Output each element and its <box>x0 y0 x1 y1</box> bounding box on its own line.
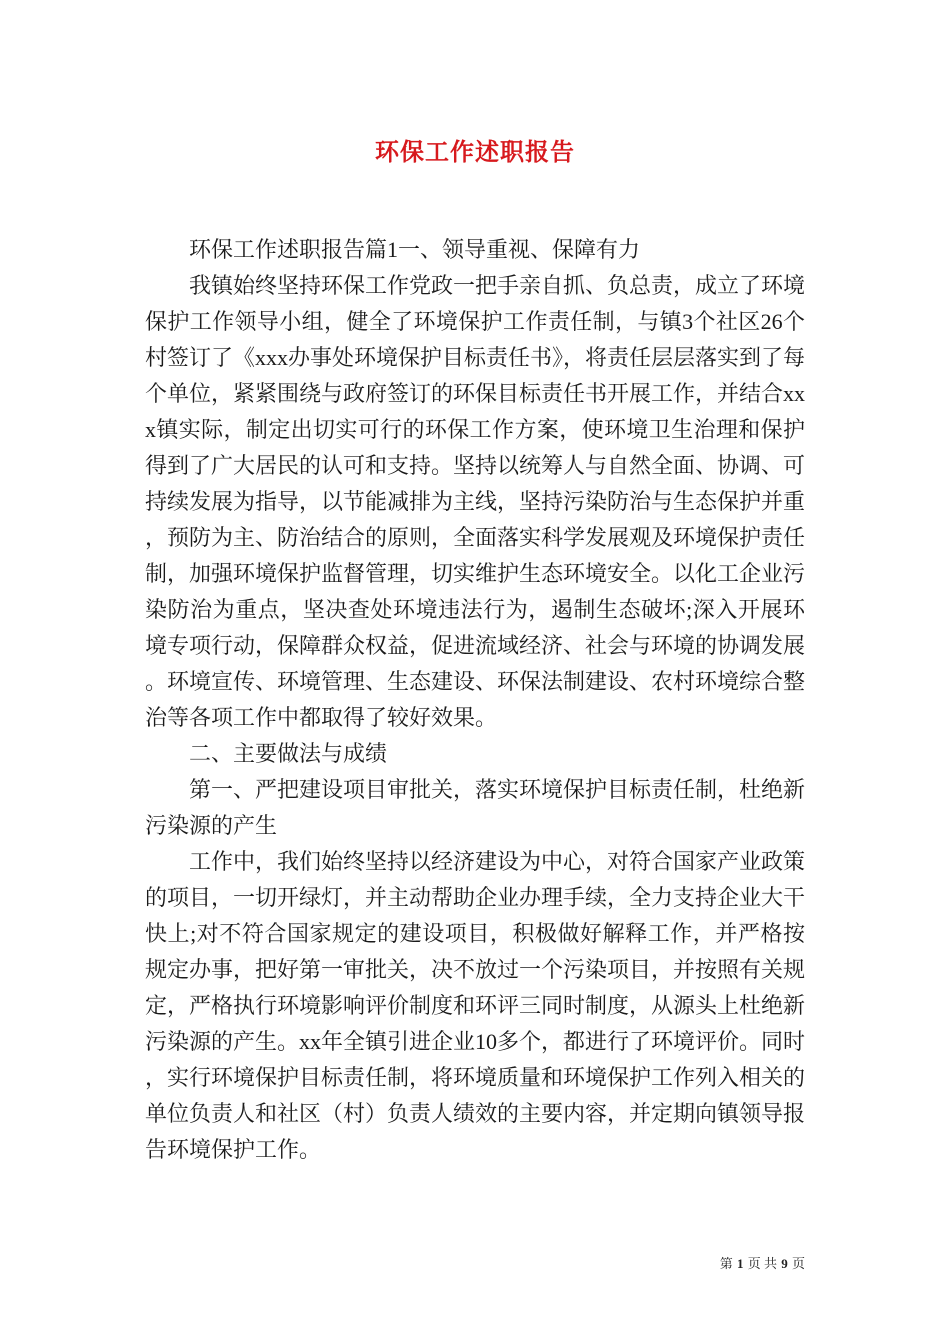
footer-middle: 页 共 <box>747 1256 777 1271</box>
total-page-number: 9 <box>781 1256 788 1271</box>
paragraph-4-subheading: 第一、严把建设项目审批关，落实环境保护目标责任制，杜绝新污染源的产生 <box>145 777 806 838</box>
document-title: 环保工作述职报告 <box>375 140 575 166</box>
paragraph-2: 我镇始终坚持环保工作党政一把手亲自抓、负总责，成立了环境保护工作领导小组，健全了环境保护工作责任制，与镇3个社区26个村签订了《xxx办事处环境保护目标责任书》，将责任层层落实到了每个单位，紧紧围绕与政府签订的环保目标责任书开展工作，并结合xxx镇实际，制定出切实可行的环保工作方案，使环境卫生治理和保护得到了广大居民的认可和支持。坚持以统筹人与自然全面、协调、可持续发展为指导，以节能减排为主线，坚持污染防治与生态保护并重，预防为主、防治结合的原则，全面落实科学发展观及环境保护责任制，加强环境保护监督管理，切实维护生态环境安全。以化工企业污染防治为重点，坚决查处环境违法行为，遏制生态破坏;深入开展环境专项行动，保障群众权益，促进流域经济、社会与环境的协调发展。环境宣传、环境管理、生态建设、环保法制建设、农村环境综合整治等各项工作中都取得了较好效果。 <box>145 273 806 730</box>
footer-prefix: 第 <box>719 1256 733 1271</box>
page-number-footer <box>720 1253 805 1272</box>
document-body <box>145 232 805 1168</box>
footer-suffix: 页 <box>791 1256 805 1271</box>
paragraph-3-section-heading: 二、主要做法与成绩 <box>189 741 388 766</box>
paragraph-5: 工作中，我们始终坚持以经济建设为中心，对符合国家产业政策的项目，一切开绿灯，并主动帮助企业办理手续，全力支持企业大干快上;对不符合国家规定的建设项目，积极做好解释工作，并严格按规定办事，把好第一审批关，决不放过一个污染项目，并按照有关规定，严格执行环境影响评价制度和环评三同时制度，从源头上杜绝新污染源的产生。xx年全镇引进企业10多个，都进行了环境评价。同时，实行环境保护目标责任制，将环境质量和环境保护工作列入相关的单位负责人和社区（村）负责人绩效的主要内容，并定期向镇领导报告环境保护工作。 <box>145 849 806 1162</box>
paragraph-1-heading: 环保工作述职报告篇1一、领导重视、保障有力 <box>189 237 641 262</box>
current-page-number: 1 <box>736 1256 744 1271</box>
